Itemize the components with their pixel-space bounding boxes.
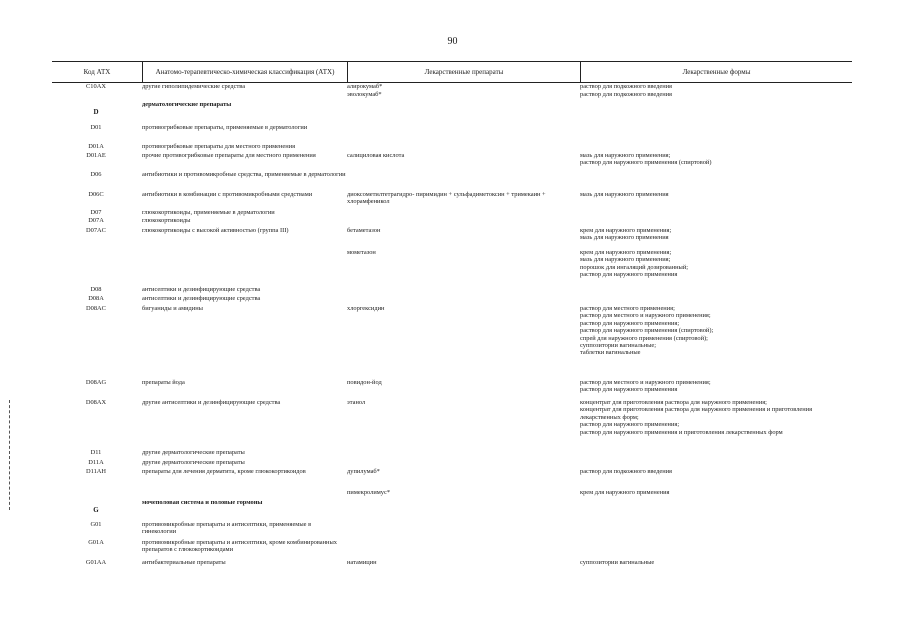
row-name: другие гиполипидемические средства [142, 83, 246, 90]
row-code: D08AC [86, 305, 106, 312]
row-form: раствор для подкожного введения [580, 91, 673, 98]
header-drugs: Лекарственные препараты [347, 62, 580, 82]
row-form: раствор для местного применения; раствор для местного и наружного применения; раствор для наружного применения; раствор для наружного применения (спиртовой); спрей для наружного применения (спиртовой); суппозитории вагинальные; таблетки вагинальные [580, 305, 714, 357]
row-code: C10AX [86, 83, 106, 90]
row-drug: пимекролимус* [347, 489, 391, 496]
row-drug: этанол [347, 399, 366, 406]
row-code: G01AA [85, 559, 107, 566]
row-code: D06C [88, 191, 104, 198]
row-name: противомикробные препараты и антисептики, применяемые в гинекологии [142, 521, 312, 536]
row-code: D07 [90, 209, 102, 216]
header-code: Код АТХ [83, 68, 111, 76]
row-name: антибактериальные препараты [142, 559, 226, 566]
row-form: раствор для подкожного введения [580, 468, 673, 475]
row-name: мочеполовая система и половые гормоны [142, 499, 263, 506]
row-drug: бетаметазон [347, 227, 381, 234]
row-code: D08A [88, 295, 104, 302]
header-classification: Анатомо-терапевтическо-химическая классификация (АТХ) [142, 62, 347, 82]
row-code: D07AC [86, 227, 106, 234]
row-name: глюкокортикоиды [142, 217, 191, 224]
row-name: другие дерматологические препараты [142, 449, 245, 456]
row-name: глюкокортикоиды, применяемые в дерматологии [142, 209, 275, 216]
row-form: концентрат для приготовления раствора для наружного применения; концентрат для приготовления раствора для наружного применения и приготовления лекарственных форм; раствор для наружного применения; раствор для наружного применения и приготовления лекарственных форм [580, 399, 813, 436]
row-form: крем для наружного применения [580, 489, 670, 496]
row-drug: хлоргексидин [347, 305, 385, 312]
row-code: D [93, 108, 99, 116]
row-form: мазь для наружного применения; раствор для наружного применения (спиртовой) [580, 152, 712, 167]
row-code: D01 [90, 124, 102, 131]
row-code: D06 [90, 171, 102, 178]
row-name: антисептики и дезинфицирующие средства [142, 286, 261, 293]
row-name: антисептики и дезинфицирующие средства [142, 295, 261, 302]
row-code: G01A [88, 539, 104, 546]
row-code: D11AH [86, 468, 106, 475]
row-drug: эволокумаб* [347, 91, 382, 98]
page-number: 90 [447, 36, 458, 47]
row-name: антибиотики и противомикробные средства, применяемые в дерматологии [142, 171, 346, 178]
row-name: дерматологические препараты [142, 101, 232, 108]
row-name: другие дерматологические препараты [142, 459, 245, 466]
row-drug: дупилумаб* [347, 468, 380, 475]
row-name: бигуаниды и амидины [142, 305, 203, 312]
row-name: противогрибковые препараты, применяемые в дерматологии [142, 124, 308, 131]
header-forms: Лекарственные формы [580, 62, 852, 82]
row-drug: повидон-йод [347, 379, 382, 386]
row-name: противогрибковые препараты для местного применения [142, 143, 296, 150]
row-drug: алирокумаб* [347, 83, 383, 90]
row-name: прочие противогрибковые препараты для местного применения [142, 152, 316, 159]
scan-margin-line [9, 400, 10, 510]
row-code: D01A [88, 143, 104, 150]
row-name: препараты для лечения дерматита, кроме глюкокортикоидов [142, 468, 306, 475]
row-form: мазь для наружного применения [580, 191, 669, 198]
row-form: суппозитории вагинальные [580, 559, 655, 566]
row-name: препараты йода [142, 379, 185, 386]
row-name: другие антисептики и дезинфицирующие средства [142, 399, 281, 406]
row-name: противомикробные препараты и антисептики, кроме комбинированных препаратов с глюкокортикоидами [142, 539, 337, 554]
row-name: глюкокортикоиды с высокой активностью (группа III) [142, 227, 289, 234]
row-code: D08AG [85, 379, 107, 386]
row-drug: мометазон [347, 249, 376, 256]
table-header [52, 62, 852, 83]
row-code: D08 [90, 286, 102, 293]
row-form: крем для наружного применения; мазь для наружного применения [580, 227, 672, 242]
row-code: D08AX [85, 399, 107, 406]
row-code: G [93, 506, 99, 514]
row-code: D01AE [86, 152, 106, 159]
row-code: G01 [90, 521, 102, 528]
row-name: антибиотики в комбинации с противомикробными средствами [142, 191, 313, 198]
row-code: D07A [88, 217, 104, 224]
row-drug: салициловая кислота [347, 152, 405, 159]
row-drug: натамицин [347, 559, 377, 566]
row-code: D11A [88, 459, 104, 466]
row-form: раствор для местного и наружного применения; раствор для наружного применения [580, 379, 711, 394]
row-drug: диоксометилтетрагидро- пиримидин + сульфадиметоксин + тримекаин + хлорамфеникол [347, 191, 546, 206]
row-form: крем для наружного применения; мазь для наружного применения; порошок для ингаляций дозированный; раствор для наружного применения [580, 249, 689, 279]
row-code: D11 [90, 449, 102, 456]
row-form: раствор для подкожного введения [580, 83, 673, 90]
